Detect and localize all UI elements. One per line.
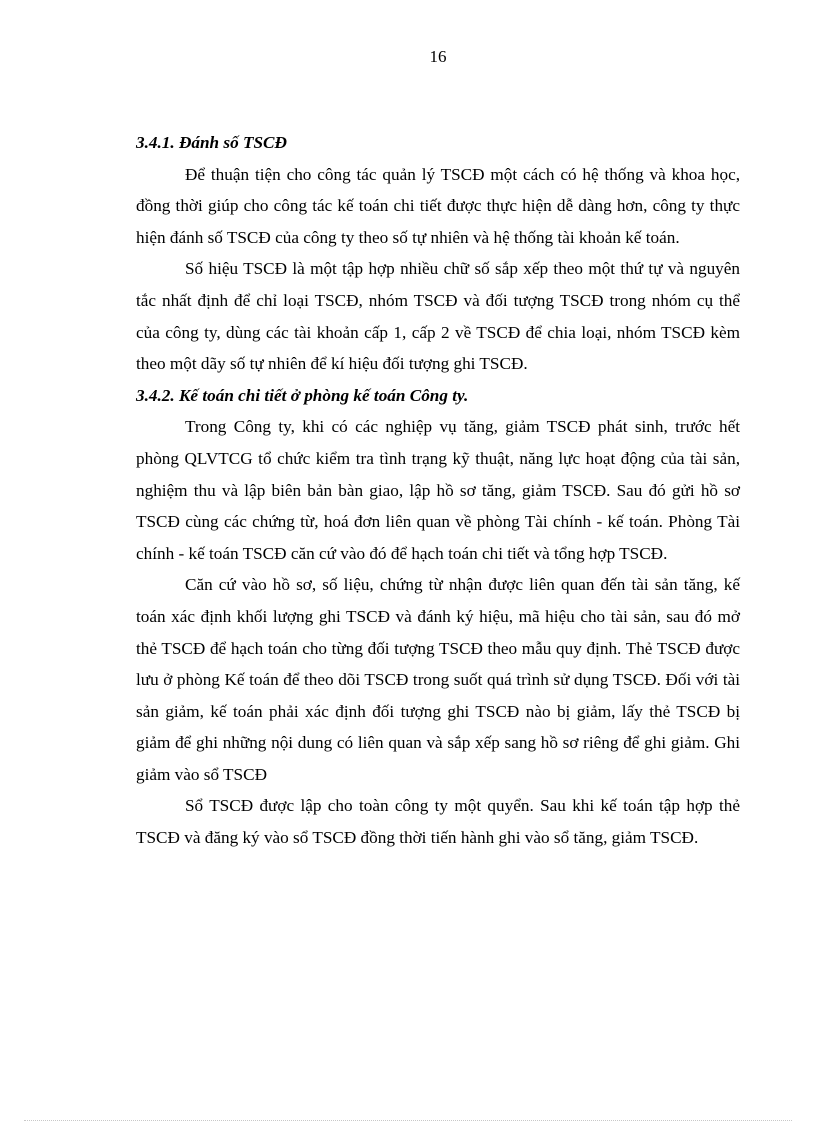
paragraph: Trong Công ty, khi có các nghiệp vụ tăng, giảm TSCĐ phát sinh, trước hết phòng QLVTCG tổ chức kiểm tra tình trạng kỹ thuật, năng lực hoạt động của tài sản, nghiệm thu và lập biên bản bàn giao, lập hồ sơ tăng, giảm TSCĐ. Sau đó gửi hồ sơ TSCĐ cùng các chứng từ, hoá đơn liên quan về phòng Tài chính - kế toán. Phòng Tài chính - kế toán TSCĐ căn cứ vào đó để hạch toán chi tiết và tổng hợp TSCĐ. xyxy=(136,417,740,563)
section-heading-3-4-1: 3.4.1. Đánh số TSCĐ xyxy=(136,133,287,152)
paragraph: Số hiệu TSCĐ là một tập hợp nhiều chữ số sắp xếp theo một thứ tự và nguyên tắc nhất định để chỉ loại TSCĐ, nhóm TSCĐ và đối tượng TSCĐ trong nhóm cụ thể của công ty, dùng các tài khoản cấp 1, cấp 2 về TSCĐ để chia loại, nhóm TSCĐ kèm theo một dãy số tự nhiên để kí hiệu đối tượng ghi TSCĐ. xyxy=(136,259,740,374)
paragraph: Căn cứ vào hồ sơ, số liệu, chứng từ nhận được liên quan đến tài sản tăng, kế toán xác định khối lượng ghi TSCĐ và đánh ký hiệu, mã hiệu cho tài sản, sau đó mở thẻ TSCĐ để hạch toán cho từng đối tượng TSCĐ theo mẫu quy định. Thẻ TSCĐ được lưu ở phòng Kế toán để theo dõi TSCĐ trong suốt quá trình sử dụng TSCĐ. Đối với tài sản giảm, kế toán phải xác định đối tượng ghi TSCĐ nào bị giảm, lấy thẻ TSCĐ bị giảm để ghi những nội dung có liên quan và sắp xếp sang hồ sơ riêng để ghi giảm. Ghi giảm vào sổ TSCĐ xyxy=(136,575,740,784)
section-heading-3-4-2: 3.4.2. Kế toán chi tiết ở phòng kế toán Công ty. xyxy=(136,385,469,405)
paragraph: Để thuận tiện cho công tác quản lý TSCĐ một cách có hệ thống và khoa học, đồng thời giúp cho công tác kế toán chi tiết được thực hiện dễ dàng hơn, công ty thực hiện đánh số TSCĐ của công ty theo số tự nhiên và hệ thống tài khoản kế toán. xyxy=(136,164,740,247)
page-number: 16 xyxy=(429,47,447,66)
paragraph: Sổ TSCĐ được lập cho toàn công ty một quyển. Sau khi kế toán tập hợp thẻ TSCĐ và đăng ký vào sổ TSCĐ đồng thời tiến hành ghi vào sổ tăng, giảm TSCĐ. xyxy=(136,796,740,848)
page-bottom-divider xyxy=(24,1120,792,1121)
document-body xyxy=(136,127,740,854)
